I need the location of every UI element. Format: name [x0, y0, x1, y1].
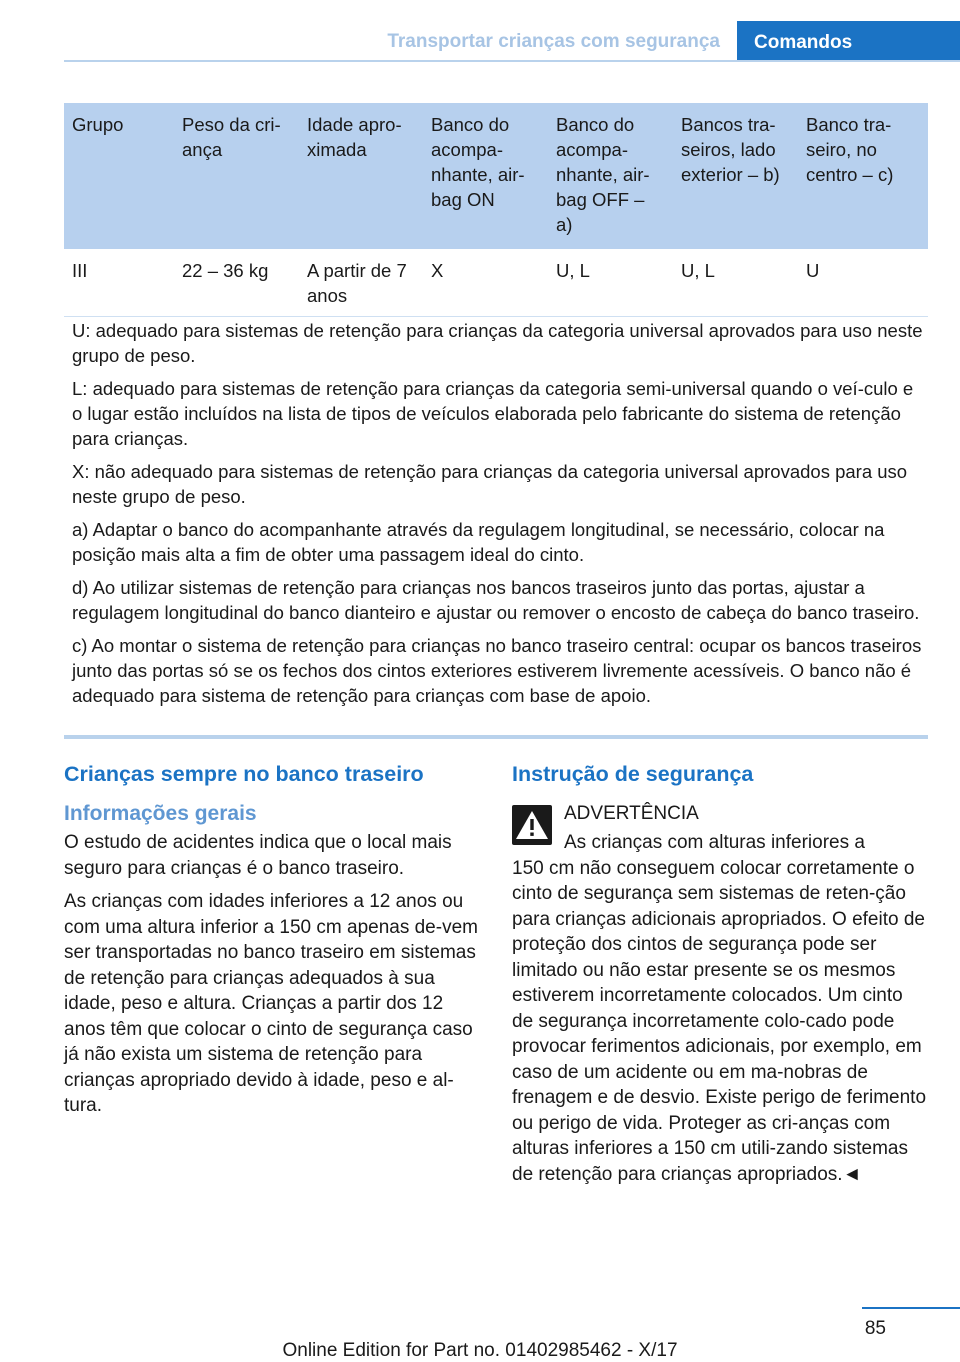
footer-divider: [862, 1307, 960, 1309]
table-cell: A partir de 7 anos: [299, 249, 423, 317]
header-cell-group: Grupo: [64, 103, 174, 249]
table-cell: 22 – 36 kg: [174, 249, 299, 317]
header-cell-age: Idade apro-ximada: [299, 103, 423, 249]
section-heading: Crianças sempre no banco traseiro: [64, 762, 424, 786]
right-column: [512, 762, 928, 1187]
subsection-heading: Informações gerais: [64, 801, 257, 825]
header-cell-passenger-airbag-off: Banco do acompa-nhante, air-bag OFF – a): [548, 103, 673, 249]
note-a: a) Adaptar o banco do acompanhante através da regulagem longitudinal, se necessário, colocar na posição mais alta a fim de obter uma passagem ideal do cinto.: [72, 519, 885, 565]
header-cell-weight: Peso da cri-ança: [174, 103, 299, 249]
note-l: L: adequado para sistemas de retenção para crianças da categoria semi-universal quando o veí-culo e o lugar estão incluídos na lista de tipos de veículos elaborada pelo fabricante do sistema de retenção para crianças.: [72, 378, 914, 449]
table-cell: X: [423, 249, 548, 317]
warning-body: 150 cm não conseguem colocar corretamente o cinto de segurança sem sistemas de reten-ção para crianças adicionais apropriados. O efeito de proteção dos cintos de segurança pode ser limitado ou não estar presente se os mesmos estiverem incorretamente colocados. Um cinto de segurança incorretamente colo-cado pode provocar ferimentos adicionais, por exemplo, em caso de um acidente ou em ma-nobras de frenagem e de desvio. Existe perigo de ferimento ou perigo de vida. Proteger as cri-anças com alturas inferiores a 150 cm utili-zando sistemas de retenção para crianças apropriados.◄: [512, 857, 927, 1185]
body-paragraph: O estudo de acidentes indica que o local mais seguro para crianças é o banco traseiro.: [64, 832, 452, 879]
note-c: c) Ao montar o sistema de retenção para crianças no banco traseiro central: ocupar os bancos traseiros junto das portas só se os fechos dos cintos exteriores estiverem livremente acessíveis. O banco não é adequado para sistema de retenção para crianças com base de apoio.: [72, 635, 922, 706]
table-cell: U: [798, 249, 928, 317]
left-column: [64, 762, 482, 1127]
notes-divider: [64, 735, 928, 739]
warning-triangle-icon: [512, 805, 552, 845]
chapter-title: Transportar crianças com segurança: [387, 31, 720, 52]
warning-lead: As crianças com alturas inferiores a: [564, 832, 865, 853]
note-d: d) Ao utilizar sistemas de retenção para crianças nos bancos traseiros junto das portas, ajustar a regulagem longitudinal do banco dianteiro e ajustar ou remover o encosto de cabeça do banco traseiro.: [72, 577, 920, 623]
table-cell: III: [64, 249, 174, 317]
edition-note: Online Edition for Part no. 01402985462 - X/17: [282, 1340, 678, 1361]
body-paragraph: As crianças com idades inferiores a 12 anos ou com uma altura inferior a 150 cm apenas de-vem ser transportadas no banco traseiro em sistemas de retenção para crianças adequados à sua idade, peso e altura. Crianças a partir dos 12 anos têm que colocar o cinto de segurança caso já não exista um sistema de retenção para crianças apropriado devido à idade, peso e al-tura.: [64, 891, 478, 1116]
child-seat-table: [64, 103, 928, 317]
table-header-row: [64, 103, 928, 249]
warning-title: ADVERTÊNCIA: [564, 802, 699, 824]
header-cell-rear-center: Banco tra-seiro, no centro – c): [798, 103, 928, 249]
header-divider: [64, 60, 960, 62]
warning-block: [512, 801, 928, 1188]
header-cell-rear-outer: Bancos tra-seiros, lado exterior – b): [673, 103, 798, 249]
table-cell: U, L: [548, 249, 673, 317]
note-x: X: não adequado para sistemas de retenção para crianças da categoria universal aprovados para uso neste grupo de peso.: [72, 461, 908, 507]
table-notes: [72, 318, 928, 716]
header-cell-passenger-airbag-on: Banco do acompa-nhante, air-bag ON: [423, 103, 548, 249]
page-number: 85: [864, 1318, 886, 1339]
safety-heading: Instrução de segurança: [512, 762, 754, 786]
section-tab: Comandos: [737, 21, 960, 62]
table-row: [64, 249, 928, 317]
table-cell: U, L: [673, 249, 798, 317]
note-u: U: adequado para sistemas de retenção para crianças da categoria universal aprovados para uso neste grupo de peso.: [72, 320, 923, 366]
page-header: [0, 0, 960, 62]
